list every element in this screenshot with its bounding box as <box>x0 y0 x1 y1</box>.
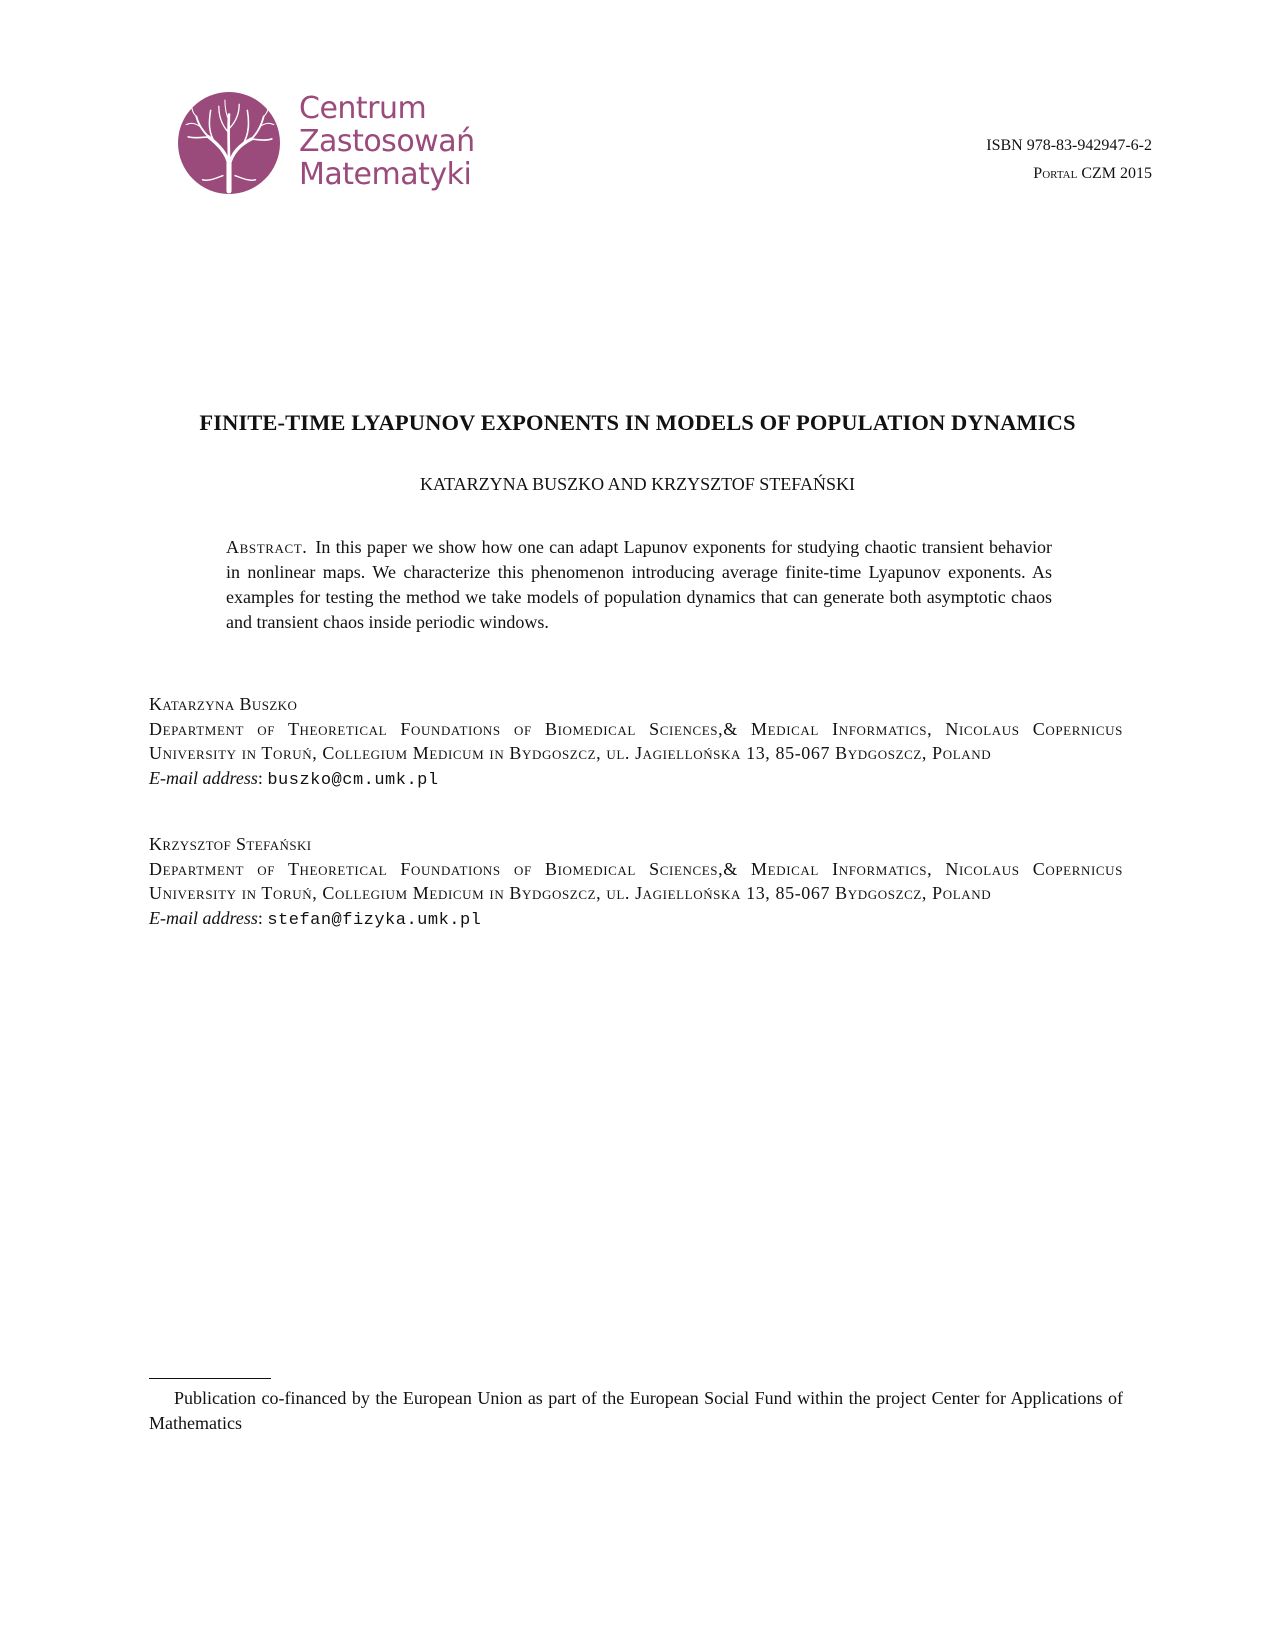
affiliation-2 <box>149 832 1123 933</box>
logo-wordmark <box>299 92 475 191</box>
paper-authors: KATARZYNA BUSZKO AND KRZYSZTOF STEFAŃSKI <box>420 474 855 494</box>
author-department: Department of Theoretical Foundations of Biomedical Sciences,& Medical Informatics, Nicolaus Copernicus University in Toruń, Collegium Medicum in Bydgoszcz, ul. Jagiellońska 13, 85-067 Bydgoszcz, Poland <box>149 858 1123 903</box>
affiliation-1 <box>149 692 1123 793</box>
tree-logo-icon <box>178 92 280 194</box>
email-address-link[interactable]: buszko@cm.umk.pl <box>267 770 439 790</box>
paper-title: FINITE-TIME LYAPUNOV EXPONENTS IN MODELS OF POPULATION DYNAMICS <box>199 410 1076 435</box>
email-address-link[interactable]: stefan@fizyka.umk.pl <box>267 910 482 930</box>
footnote: Publication co-financed by the European Union as part of the European Social Fund within the project Center for Applications of Mathematics <box>149 1388 1123 1433</box>
isbn: ISBN 978-83-942947-6-2 <box>986 137 1152 154</box>
author-name: Krzysztof Stefański <box>149 834 312 854</box>
author-name: Katarzyna Buszko <box>149 694 298 714</box>
abstract-text: In this paper we show how one can adapt Lapunov exponents for studying chaotic transient behavior in nonlinear maps. We characterize this phenomenon introducing average finite-time Lyapunov exponents. As examples for testing the method we take models of population dynamics that can generate both asymptotic chaos and transient chaos inside periodic windows. <box>226 537 1052 632</box>
author-department: Department of Theoretical Foundations of Biomedical Sciences,& Medical Informatics, Nicolaus Copernicus University in Toruń, Collegium Medicum in Bydgoszcz, ul. Jagiellońska 13, 85-067 Bydgoszcz, Poland <box>149 718 1123 763</box>
logo-line-1: Centrum <box>299 91 427 126</box>
footnote-rule <box>149 1378 271 1379</box>
email-label: E-mail address <box>149 907 258 928</box>
logo-line-2: Zastosowań <box>299 124 475 159</box>
abstract-label: Abstract. <box>226 537 308 557</box>
logo-line-3: Matematyki <box>299 157 472 192</box>
email-label: E-mail address <box>149 767 258 788</box>
email-line: E-mail address: stefan@fizyka.umk.pl <box>149 907 482 930</box>
abstract <box>226 535 1052 635</box>
email-line: E-mail address: buszko@cm.umk.pl <box>149 767 439 790</box>
portal-label: Portal CZM 2015 <box>1033 165 1152 182</box>
czm-logo <box>178 92 498 202</box>
publication-meta <box>986 132 1152 188</box>
